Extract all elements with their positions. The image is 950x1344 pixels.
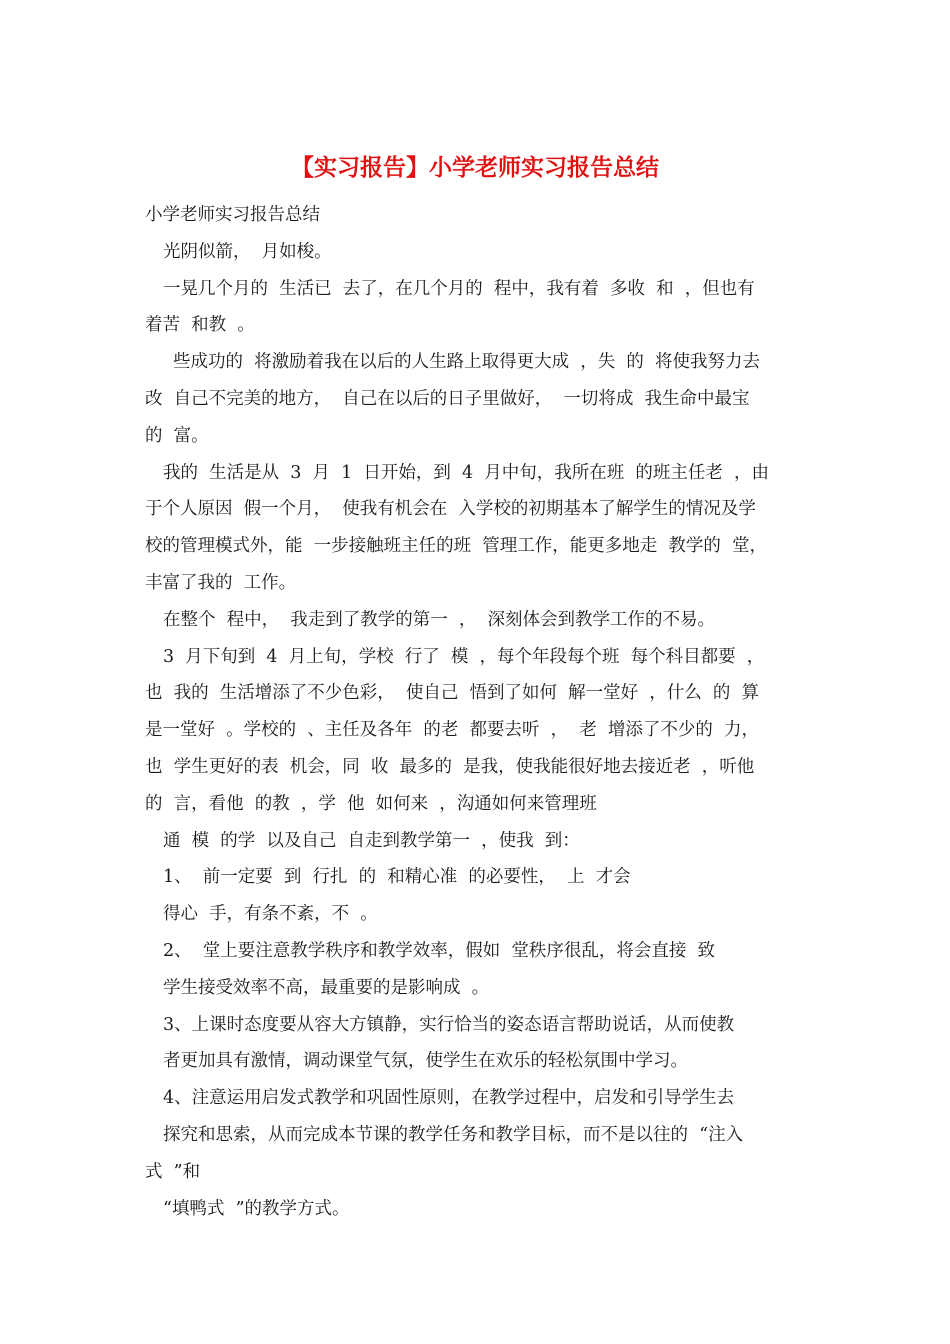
text-line: 者更加具有激情，调动课堂气氛，使学生在欢乐的轻松氛围中学习。 [163,1051,688,1072]
text-line: 3、上课时态度要从容大方镇静，实行恰当的姿态语言帮助说话，从而使教 [163,1014,735,1035]
text-line: 2、 堂上要注意教学秩序和教学效率，假如 堂秩序很乱，将会直接 致 [163,940,716,961]
document-body [145,197,810,1227]
text-line: 也 我的 生活增添了不少色彩， 使自己 悟到了如何 解一堂好 ，什么 的 算 [145,683,760,704]
text-line: 通 模 的学 以及自己 自走到教学第一 ，使我 到： [163,830,580,851]
text-line: 着苦 和教 。 [145,315,255,336]
text-line: 小学老师实习报告总结 [145,205,320,225]
text-line: 3 月下旬到 4 月上旬，学校 行了 模 ，每个年段每个班 每个科目都要 ， [163,646,765,667]
text-line: 4、注意运用启发式教学和巩固性原则，在教学过程中，启发和引导学生去 [163,1088,735,1109]
text-line: 得心 手，有条不紊，不 。 [163,904,378,925]
text-line: “填鸭式 ”的教学方式。 [163,1198,350,1219]
text-line: 的 富。 [145,425,209,446]
text-line: 也 学生更好的表 机会，同 收 最多的 是我，使我能很好地去接近老 ，听他 [145,756,755,777]
document-title: 【实习报告】小学老师实习报告总结 [291,155,659,181]
text-line: 学生接受效率不高，最重要的是影响成 。 [163,977,490,998]
text-line: 探究和思索，从而完成本节课的教学任务和教学目标，而不是以往的 “注入 [163,1124,744,1145]
text-line: 在整个 程中， 我走到了教学的第一 ， 深刻体会到教学工作的不易。 [163,609,715,630]
text-line: 些成功的 将激励着我在以后的人生路上取得更大成 ，失 的 将使我努力去 [173,352,760,373]
text-line: 光阴似箭， 月如梭。 [163,241,332,262]
text-line: 丰富了我的 工作。 [145,572,297,593]
text-line: 一晃几个月的 生活已 去了，在几个月的 程中，我有着 多收 和 ，但也有 [163,278,755,299]
text-line: 校的管理模式外，能 一步接触班主任的班 管理工作，能更多地走 教学的 堂， [145,536,767,557]
text-line: 于个人原因 假一个月， 使我有机会在 入学校的初期基本了解学生的情况及学 [145,499,756,520]
text-line: 1、 前一定要 到 行扎 的 和精心准 的必要性， 上 才会 [163,867,631,888]
text-line: 我的 生活是从 3 月 1 日开始，到 4 月中旬，我所在班 的班主任老 ，由 [163,462,770,483]
text-line: 式 ”和 [145,1161,201,1182]
text-line: 是一堂好 。学校的 、主任及各年 的老 都要去听 ， 老 增添了不少的 力， [145,720,760,741]
text-line: 改 自己不完美的地方， 自己在以后的日子里做好， 一切将成 我生命中最宝 [145,388,750,409]
text-line: 的 言，看他 的教 ，学 他 如何来 ，沟通如何来管理班 [145,793,597,814]
